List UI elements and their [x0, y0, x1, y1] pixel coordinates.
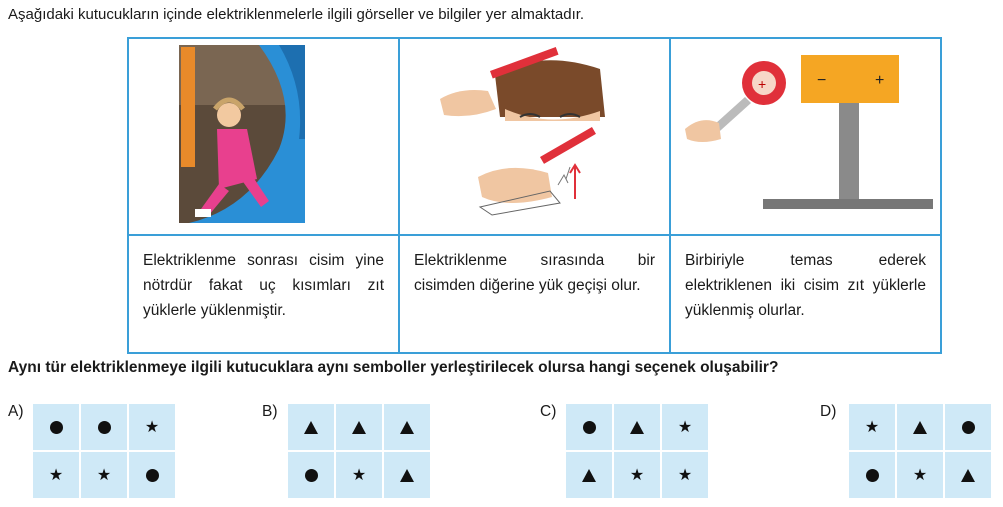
symbol-cell [614, 404, 660, 450]
left-charge-sign: − [817, 72, 827, 89]
option-c-grid[interactable] [566, 404, 708, 498]
charged-sphere-and-conductor-picture [671, 39, 940, 229]
symbol-cell [129, 452, 175, 498]
symbol-cell [566, 452, 612, 498]
symbol-cell [81, 404, 127, 450]
symbol-cell [897, 452, 943, 498]
symbol-cell [288, 452, 334, 498]
box-2-image-cell [399, 38, 670, 235]
question-text: Aynı tür elektriklenmeye ilgili kutucuklara aynı semboller yerleştirilecek olursa hangi seçenek oluşabilir? [8, 359, 779, 376]
star-icon: ★ [864, 417, 880, 436]
right-charge-sign: + [875, 72, 885, 89]
star-icon: ★ [912, 465, 928, 484]
triangle-icon [400, 421, 414, 434]
circle-icon [962, 421, 975, 434]
triangle-icon [400, 469, 414, 482]
circle-icon [98, 421, 111, 434]
symbol-cell [384, 452, 430, 498]
circle-icon [305, 469, 318, 482]
circle-icon [50, 421, 63, 434]
symbol-cell [81, 452, 127, 498]
triangle-icon [630, 421, 644, 434]
star-icon: ★ [96, 465, 112, 484]
option-d-grid[interactable] [849, 404, 991, 498]
symbol-cell [33, 452, 79, 498]
star-icon: ★ [351, 465, 367, 484]
box-3-image-cell [670, 38, 941, 235]
option-a-label[interactable]: A) [8, 403, 24, 420]
symbol-cell [945, 404, 991, 450]
symbol-cell [129, 404, 175, 450]
triangle-icon [582, 469, 596, 482]
box-3-text: Birbiriyle temas ederek elektriklenen iki cisim zıt yüklerle yüklenmiş olurlar. [670, 235, 941, 353]
star-icon: ★ [677, 417, 693, 436]
triangle-icon [352, 421, 366, 434]
triangle-icon [913, 421, 927, 434]
symbol-cell [288, 404, 334, 450]
box-1-text: Elektriklenme sonrası cisim yine nötrdür fakat uç kısımları zıt yüklerle yüklenmiştir. [128, 235, 399, 353]
symbol-cell [662, 404, 708, 450]
symbol-cell [849, 452, 895, 498]
symbol-cell [336, 404, 382, 450]
symbol-cell [662, 452, 708, 498]
symbol-cell [384, 404, 430, 450]
comb-and-hair-picture [400, 39, 669, 229]
circle-icon [146, 469, 159, 482]
symbol-cell [566, 404, 612, 450]
circle-icon [583, 421, 596, 434]
triangle-icon [304, 421, 318, 434]
triangle-icon [961, 469, 975, 482]
star-icon: ★ [629, 465, 645, 484]
box-2-text: Elektriklenme sırasında bir cisimden diğerine yük geçişi olur. [399, 235, 670, 353]
star-icon: ★ [677, 465, 693, 484]
box-1-image-cell [128, 38, 399, 235]
symbol-cell [33, 404, 79, 450]
symbol-cell [849, 404, 895, 450]
symbol-cell [945, 452, 991, 498]
option-c-label[interactable]: C) [540, 403, 557, 420]
symbol-cell [897, 404, 943, 450]
circle-icon [866, 469, 879, 482]
option-b-grid[interactable] [288, 404, 430, 498]
star-icon: ★ [48, 465, 64, 484]
star-icon: ★ [144, 417, 160, 436]
girl-on-slide-picture [129, 39, 398, 229]
intro-text: Aşağıdaki kutucukların içinde elektriklenmelerle ilgili görseller ve bilgiler yer almaktadır. [8, 6, 585, 23]
sphere-charge-sign: + [758, 76, 767, 92]
symbol-cell [336, 452, 382, 498]
option-d-label[interactable]: D) [820, 403, 837, 420]
option-a-grid[interactable] [33, 404, 175, 498]
symbol-cell [614, 452, 660, 498]
info-boxes-table [127, 37, 942, 354]
option-b-label[interactable]: B) [262, 403, 278, 420]
